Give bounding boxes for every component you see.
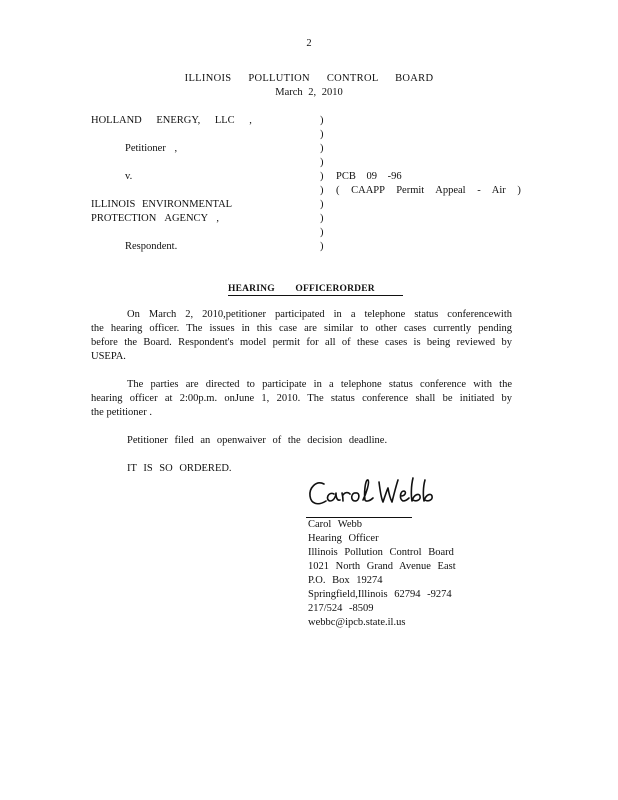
paren: ) <box>320 241 324 252</box>
respondent-name-line1: ILLINOIS ENVIRONMENTAL <box>91 199 233 210</box>
po-box: P.O. Box 19274 <box>308 575 383 586</box>
closing-statement: IT IS SO ORDERED. <box>127 463 232 474</box>
paragraph-line: the hearing officer. The issues in this case are similar to other cases currently pending <box>91 323 512 334</box>
signer-name: Carol Webb <box>308 519 362 530</box>
handwritten-signature <box>306 474 436 519</box>
paragraph-waiver: Petitioner filed an openwaiver of the decision deadline. <box>127 435 388 446</box>
signature-block <box>308 518 456 630</box>
order-title: HEARING OFFICERORDER <box>228 283 403 296</box>
paragraph-line: The parties are directed to participate in a telephone status conference with the <box>127 379 512 390</box>
paragraph-line: hearing officer at 2:00p.m. onJune 1, 2010. The status conference shall be initiated by <box>91 393 512 404</box>
case-number: PCB 09 -96 <box>336 171 402 182</box>
paragraph-status-conference <box>91 308 512 364</box>
street-address: 1021 North Grand Avenue East <box>308 561 456 572</box>
paragraph-line: On March 2, 2010,petitioner participated in a telephone status conferencewith <box>127 309 512 320</box>
paren: ) <box>320 199 324 210</box>
paragraph-next-conference <box>91 378 512 420</box>
paren: ) <box>320 171 324 182</box>
paragraph-line: USEPA. <box>91 351 126 362</box>
caption-parentheses-column <box>320 114 330 254</box>
respondent-name-line2: PROTECTION AGENCY , <box>91 213 219 224</box>
phone-number: 217/524 -8509 <box>308 603 374 614</box>
paren: ) <box>320 213 324 224</box>
page-number: 2 <box>306 38 312 49</box>
paragraph-line: before the Board. Respondent's model permit for all of these cases is being reviewed by <box>91 337 512 348</box>
petitioner-role: Petitioner , <box>125 143 178 154</box>
paren: ) <box>320 157 324 168</box>
paren: ) <box>320 143 324 154</box>
document-date: March 2, 2010 <box>275 87 343 98</box>
signer-organization: Illinois Pollution Control Board <box>308 547 454 558</box>
case-caption-parties <box>91 114 311 254</box>
paren: ) <box>320 185 324 196</box>
petitioner-name: HOLLAND ENERGY, LLC , <box>91 115 252 126</box>
city-state-zip: Springfield,Illinois 62794 -9274 <box>308 589 452 600</box>
signer-title: Hearing Officer <box>308 533 379 544</box>
versus-label: v. <box>125 171 133 182</box>
respondent-role: Respondent. <box>125 241 178 252</box>
board-name: ILLINOIS POLLUTION CONTROL BOARD <box>184 73 434 84</box>
email-address: webbc@ipcb.state.il.us <box>308 617 406 628</box>
paragraph-line: the petitioner . <box>91 407 152 418</box>
paren: ) <box>320 129 324 140</box>
paren: ) <box>320 227 324 238</box>
case-type: ( CAAPP Permit Appeal - Air ) <box>336 185 521 196</box>
paren: ) <box>320 115 324 126</box>
